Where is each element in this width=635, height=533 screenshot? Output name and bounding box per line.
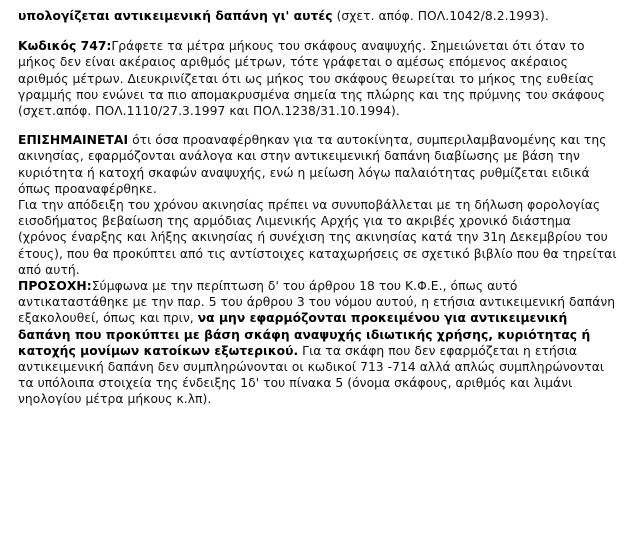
paragraph-boat-expense-note (18, 8, 617, 24)
immobility-proof-text: Για την απόδειξη του χρόνου ακινησίας πρέπει να συνυποβάλλεται με τη δήλωση φορολογίας εισοδήματος βεβαίωση της αρμόδιας Λιμενικής Αρχής για το ακριβές χρονικό διάστημα (χρόνος έναρξης και λήξης ακινησίας ή συνέχιση της ακινησίας κατά την 31η Δεκεμβρίου του έτους), που θα προκύπτει από τις αντίστοιχες καταχωρήσεις σε σχετικό βιβλίο που θα τηρείται από αυτή. (18, 198, 617, 277)
paragraph-attention (18, 278, 617, 408)
notice-text: ότι όσα προαναφέρθηκαν για τα αυτοκίνητα, συμπεριλαμβανομένης και της ακινησίας, εφαρμόζονται ανάλογα και στην αντικειμενική δαπάνη διαβίωσης με βάση την κυριότητα ή κατοχή σκαφών αναψυχής, ενώ η μείωση λόγω παλαιότητας ρυθμίζεται ειδικά όπως προαναφέρθηκε. (18, 133, 607, 196)
reference-text: (σχετ. απόφ. ΠΟΛ.1042/8.2.1993). (332, 9, 549, 23)
bold-phrase: υπολογίζεται αντικειμενική δαπάνη γι' αυτές (18, 9, 333, 23)
attention-text-1: Σύμφωνα με την περίπτωση δ' του άρθρου 18 του Κ.Φ.Ε., όπως αυτό αντικαταστάθηκε με την παρ. 5 του άρθρου 3 του νόμου αυτού, η ετήσια αντικειμενική δαπάνη εξακολουθεί, όπως και πριν, (18, 279, 616, 326)
code-747-text: Γράφετε τα μέτρα μήκους του σκάφους αναψυχής. Σημειώνεται ότι όταν το μήκος δεν είναι ακέραιος αριθμός μέτρων, τότε γράφεται ο αμέσως επόμενος ακέραιος αριθμός μέτρων. Διευκρινίζεται ότι ως μήκος του σκάφους θεωρείται το μήκος της ευθείας γραμμής που ενώνει τα πιο απομακρυσμένα σημεία της πλώρης και της πρύμνης του σκάφους (σχετ.απόφ. ΠΟΛ.1110/27.3.1997 και ΠΟΛ.1238/31.10.1994). (18, 39, 606, 119)
paragraph-notice (18, 132, 617, 197)
paragraph-code-747 (18, 38, 617, 119)
attention-label: ΠΡΟΣΟΧΗ: (18, 279, 92, 294)
attention-text-2: Για τα σκάφη που δεν εφαρμόζεται η ετήσια αντικειμενική δαπάνη δεν συμπληρώνονται οι κωδικοί 713 -714 αλλά απλώς συμπληρώνονται τα υπόλοιπα στοιχεία της ένδειξης 1δ' του πίνακα 5 (όνομα σκάφους, αριθμός και λιμάνι νηολογίου μέτρα μήκους κ.λπ). (18, 343, 605, 407)
code-747-label: Κωδικός 747: (18, 39, 112, 54)
notice-label: ΕΠΙΣΗΜΑΙΝΕΤΑΙ (18, 133, 129, 148)
attention-emphasis: να μην εφαρμόζονται προκειμένου για αντικειμενική δαπάνη που προκύπτει με βάση σκάφη αναψυχής ιδιωτικής χρήσης, κυριότητας ή κατοχής μονίμων κατοίκων εξωτερικού. (18, 311, 591, 358)
paragraph-immobility-proof (18, 197, 617, 278)
